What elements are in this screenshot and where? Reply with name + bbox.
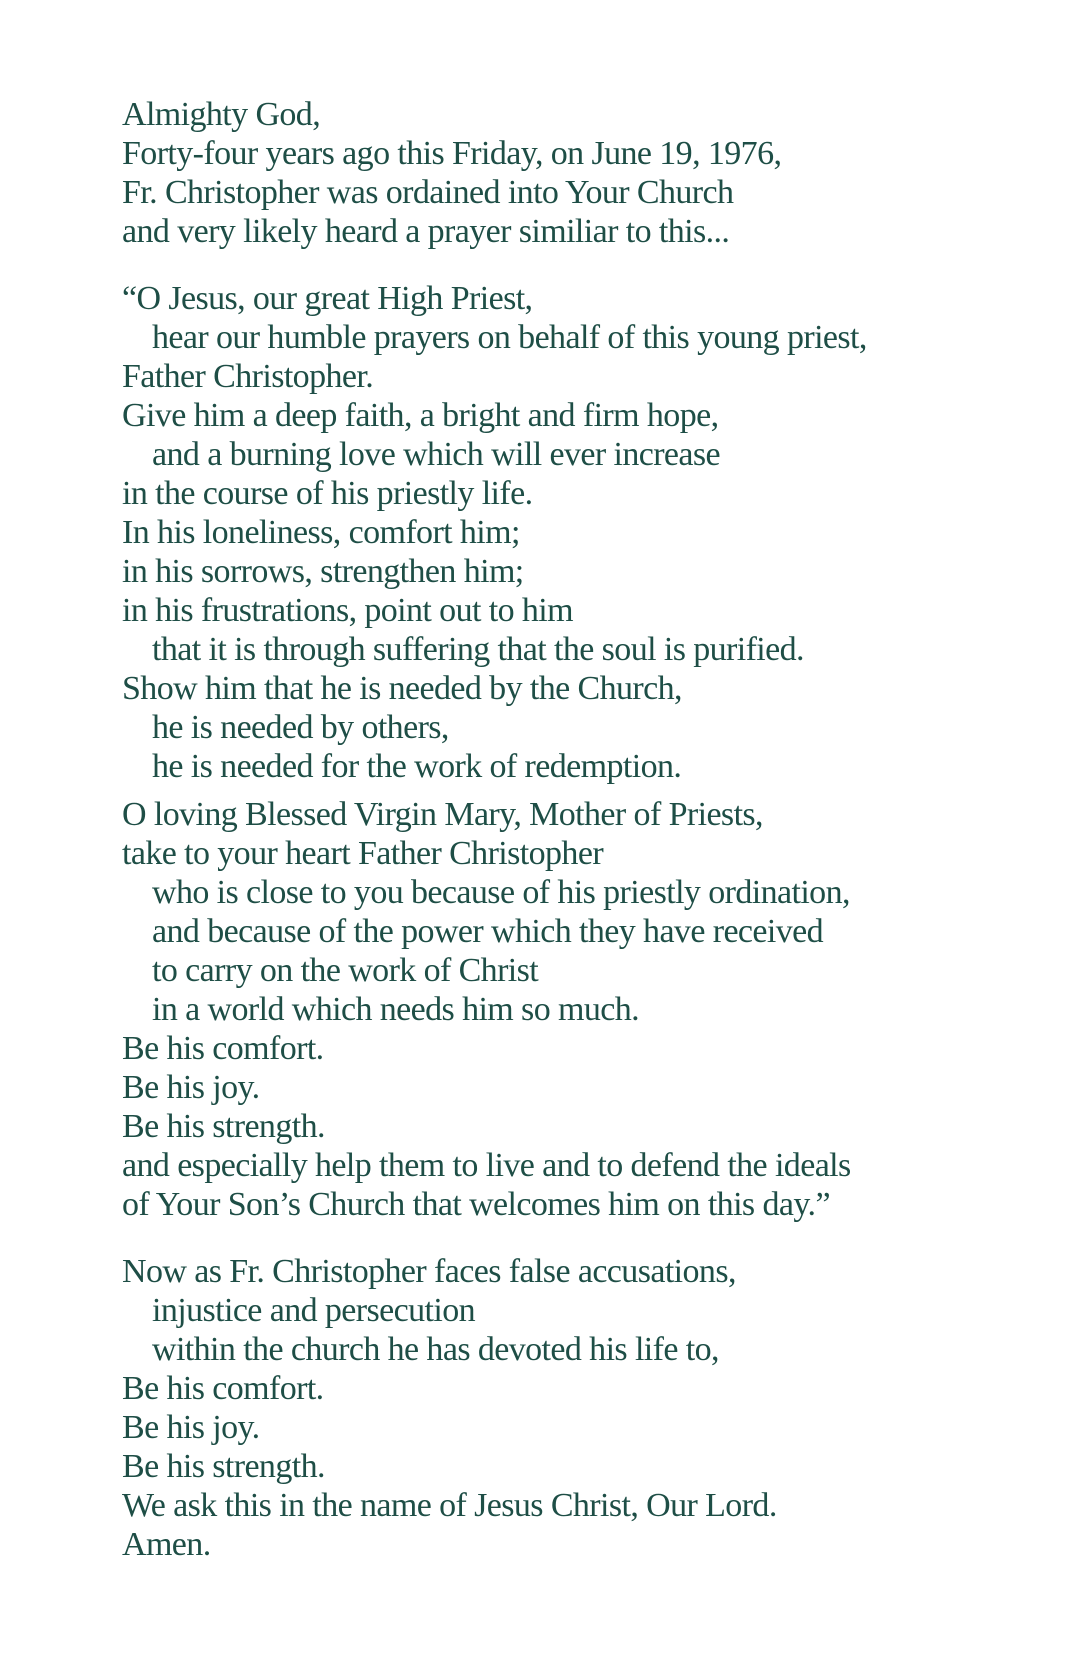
prayer-line: We ask this in the name of Jesus Christ, Our Lord.: [122, 1487, 777, 1524]
prayer-line: and very likely heard a prayer similiar to this...: [122, 213, 730, 250]
prayer-stanza: [122, 95, 1066, 251]
prayer-line: Almighty God,: [122, 96, 321, 133]
prayer-line: Show him that he is needed by the Church,: [122, 670, 682, 707]
prayer-line: Be his strength.: [122, 1108, 325, 1145]
prayer-line: Be his strength.: [122, 1448, 325, 1485]
prayer-line: in a world which needs him so much.: [152, 991, 640, 1028]
prayer-line: O loving Blessed Virgin Mary, Mother of Priests,: [122, 796, 763, 833]
prayer-line: Be his joy.: [122, 1069, 260, 1106]
prayer-line: “O Jesus, our great High Priest,: [122, 280, 533, 317]
prayer-stanza: [122, 1252, 1066, 1564]
prayer-line: take to your heart Father Christopher: [122, 835, 604, 872]
prayer-line: he is needed by others,: [152, 709, 449, 746]
prayer-line: in the course of his priestly life.: [122, 475, 533, 512]
prayer-line: Fr. Christopher was ordained into Your Church: [122, 174, 734, 211]
prayer-text: [122, 95, 1066, 1564]
prayer-line: he is needed for the work of redemption.: [152, 748, 682, 785]
prayer-line: Be his comfort.: [122, 1030, 324, 1067]
prayer-line: to carry on the work of Christ: [152, 952, 539, 989]
prayer-line: within the church he has devoted his life to,: [152, 1331, 719, 1368]
prayer-stanza: [122, 795, 1066, 1224]
prayer-line: in his sorrows, strengthen him;: [122, 553, 524, 590]
prayer-line: Be his comfort.: [122, 1370, 324, 1407]
prayer-line: Forty-four years ago this Friday, on June 19, 1976,: [122, 135, 782, 172]
prayer-line: injustice and persecution: [152, 1292, 476, 1329]
prayer-line: that it is through suffering that the soul is purified.: [152, 631, 804, 668]
prayer-line: and especially help them to live and to defend the ideals: [122, 1147, 851, 1184]
prayer-line: and a burning love which will ever increase: [152, 436, 721, 473]
prayer-line: Amen.: [122, 1526, 211, 1563]
prayer-line: who is close to you because of his priestly ordination,: [152, 874, 850, 911]
prayer-line: and because of the power which they have received: [152, 913, 824, 950]
prayer-line: Now as Fr. Christopher faces false accusations,: [122, 1253, 736, 1290]
prayer-stanza: [122, 279, 1066, 786]
prayer-line: hear our humble prayers on behalf of this young priest,: [152, 319, 867, 356]
prayer-line: of Your Son’s Church that welcomes him on this day.”: [122, 1186, 830, 1223]
prayer-line: in his frustrations, point out to him: [122, 592, 573, 629]
prayer-line: Be his joy.: [122, 1409, 260, 1446]
prayer-line: Give him a deep faith, a bright and firm hope,: [122, 397, 719, 434]
prayer-line: Father Christopher.: [122, 358, 374, 395]
prayer-line: In his loneliness, comfort him;: [122, 514, 520, 551]
